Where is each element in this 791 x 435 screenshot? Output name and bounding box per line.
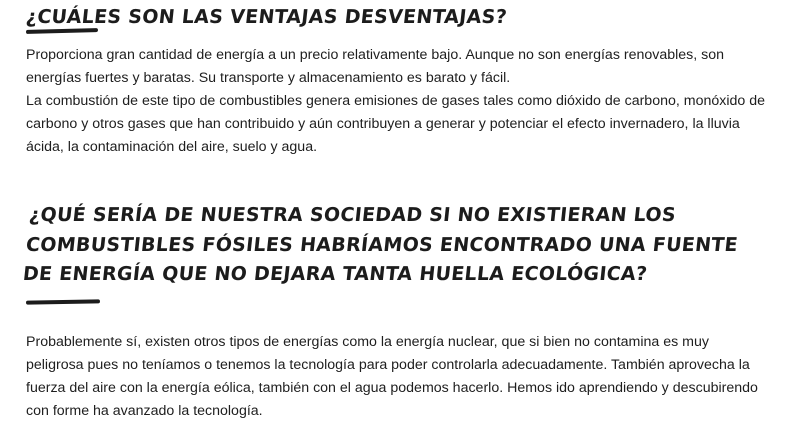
section-heading-advantages: ¿CUÁLES SON LAS VENTAJAS DESVENTAJAS? (24, 6, 509, 28)
section-heading-question: ¿QUÉ SERÍA DE NUESTRA SOCIEDAD SI NO EXISTIERAN LOS COMBUSTIBLES FÓSILES HABRÍAMOS ENCONTRADO UNA FUENTE DE ENERGÍA QUE NO DEJARA TANTA HUELLA ECOLÓGICA? (21, 204, 740, 285)
advantages-paragraph: Proporciona gran cantidad de energía a un precio relativamente bajo. Aunque no son energías renovables, son energías fuertes y baratas. Su transporte y almacenamiento es barato y fácil. (26, 47, 725, 86)
disadvantages-paragraph: La combustión de este tipo de combustibles genera emisiones de gases tales como dióxido de carbono, monóxido de carbono y otros gases que han contribuido y aún contribuyen a generar y potenciar el efecto invernadero, la lluvia ácida, la contaminación del aire, suelo y agua. (26, 93, 765, 155)
answer-paragraph: Probablemente sí, existen otros tipos de energías como la energía nuclear, que si bien no contamina es muy peligrosa pues no teníamos o tenemos la tecnología para poder controlarla adecuadamente. También aprovecha la fuerza del aire con la energía eólica, también con el agua podemos hacerlo. Hemos ido aprendiendo y descubirendo con forme ha avanzado la tecnología. (26, 334, 758, 419)
heading-underline (26, 299, 100, 304)
heading-underline (26, 28, 98, 34)
